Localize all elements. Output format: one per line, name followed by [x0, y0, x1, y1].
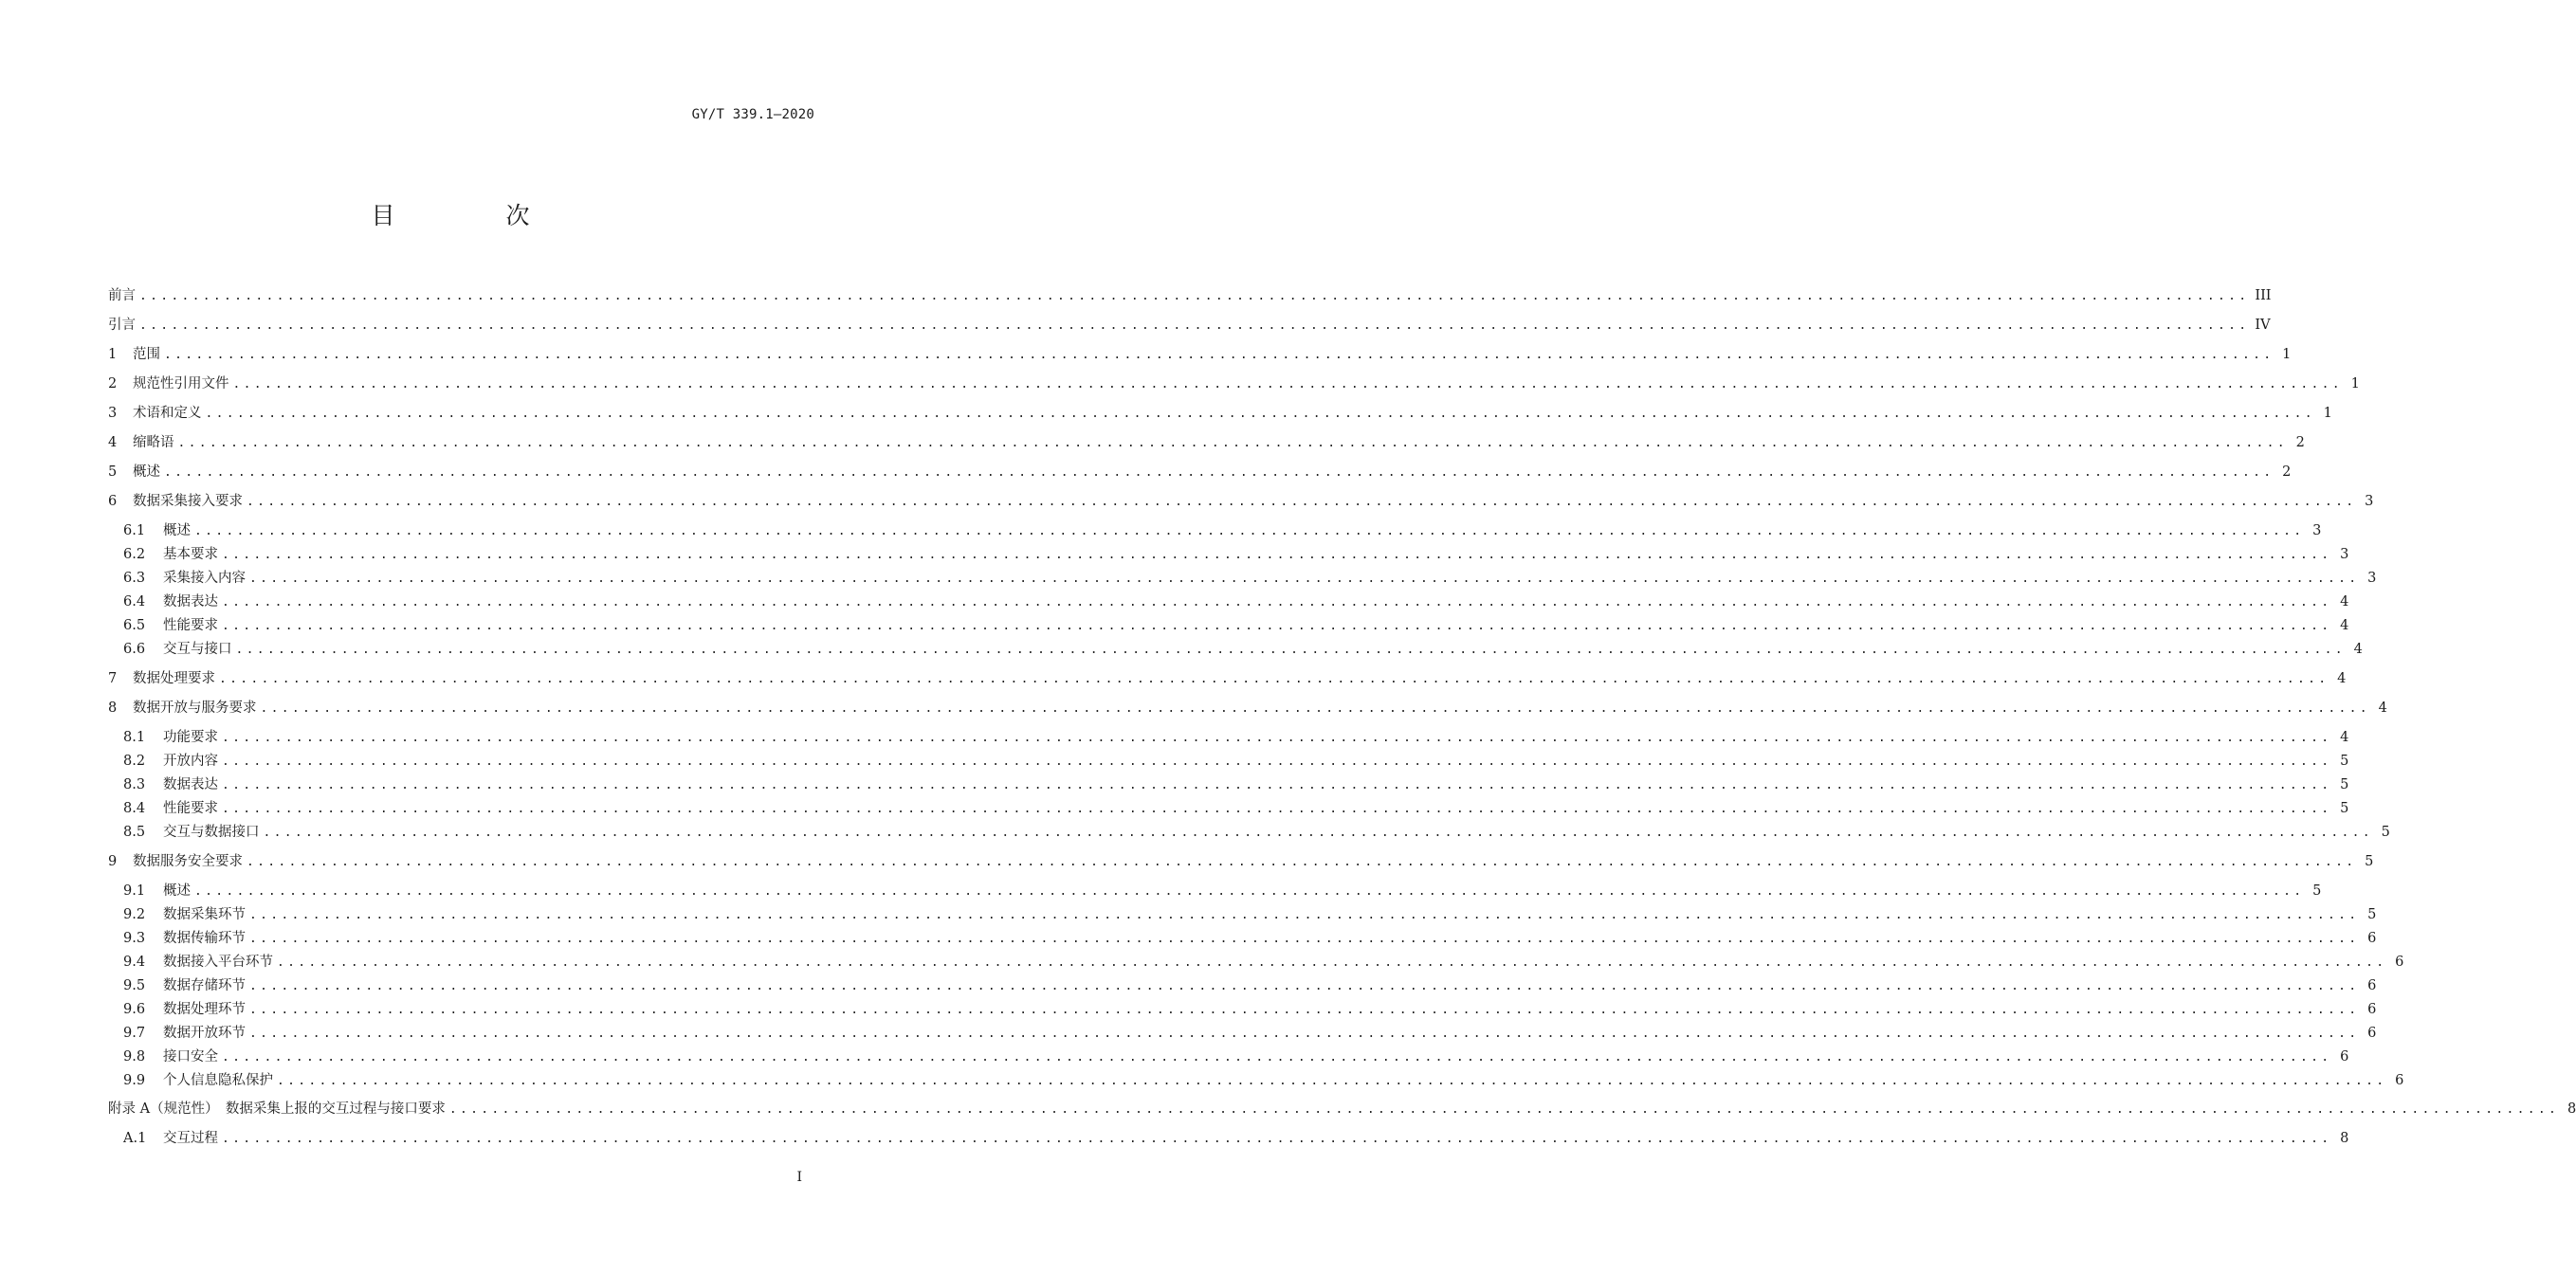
toc-entry-title: 概述 — [133, 464, 160, 480]
toc-entry[interactable] — [108, 881, 2322, 901]
toc-entry-number: 6.2 — [123, 547, 146, 562]
toc-entry[interactable] — [108, 1046, 2349, 1067]
toc-entry[interactable] — [108, 1070, 2404, 1091]
toc-entry-number: 9.4 — [123, 955, 146, 970]
toc-entry-page: 5 — [2340, 777, 2349, 792]
toc-entry-title: 基本要求 — [163, 547, 218, 562]
toc-entry[interactable] — [108, 798, 2349, 819]
toc-entry-page: 5 — [2340, 754, 2349, 769]
toc-entry-page: III — [2255, 288, 2272, 303]
toc-entry-page: IV — [2255, 318, 2271, 333]
toc-entry-page: 5 — [2340, 801, 2349, 816]
toc-entry[interactable] — [108, 403, 2332, 424]
toc-entry-page: 8 — [2340, 1131, 2349, 1146]
toc-entry[interactable] — [108, 568, 2377, 589]
toc-entry-page: 5 — [2312, 883, 2322, 899]
toc-entry-title: 概述 — [163, 883, 191, 899]
toc-dot-leader: ........................................................................................................................................................................................................ — [222, 778, 2332, 792]
toc-dot-leader: ........................................................................................................................................................................................................ — [249, 979, 2360, 993]
toc-entry-number: 6 — [108, 494, 118, 509]
toc-entry-title: 交互过程 — [163, 1131, 218, 1146]
toc-entry-title: 数据处理环节 — [163, 1002, 246, 1017]
toc-entry[interactable] — [108, 751, 2349, 772]
toc-entry-number: 6.3 — [123, 571, 146, 586]
toc-entry-page: 3 — [2367, 571, 2377, 586]
toc-entry[interactable] — [108, 592, 2349, 612]
toc-entry-number: 8.1 — [123, 730, 146, 745]
toc-entry-title: 数据采集环节 — [163, 907, 246, 922]
table-of-contents — [108, 0, 2576, 1274]
toc-entry-page: 4 — [2337, 671, 2347, 686]
toc-dot-leader: ........................................................................................................................................................................................................ — [263, 826, 2373, 840]
toc-entry-number: 9.1 — [123, 883, 146, 899]
toc-entry-number: 2 — [108, 376, 118, 391]
toc-entry-page: 4 — [2378, 701, 2387, 716]
toc-entry-number: 8.5 — [123, 825, 146, 840]
toc-entry-title: 数据表达 — [163, 777, 218, 792]
toc-entry-title: 数据采集接入要求 — [133, 494, 243, 509]
toc-entry[interactable] — [108, 1128, 2349, 1149]
toc-entry-title: 引言 — [108, 318, 136, 333]
toc-entry[interactable] — [108, 315, 2271, 336]
toc-entry-number: 9.5 — [123, 978, 146, 993]
toc-entry-number: 9.3 — [123, 931, 146, 946]
toc-entry[interactable] — [108, 285, 2272, 306]
toc-entry-title: 数据存储环节 — [163, 978, 246, 993]
toc-entry[interactable] — [108, 727, 2349, 748]
toc-entry[interactable] — [108, 520, 2322, 541]
toc-entry-number: 9.7 — [123, 1026, 146, 1041]
toc-entry-page: 1 — [2323, 406, 2332, 421]
page-title: 目 次 — [371, 202, 574, 229]
toc-entry-title: 性能要求 — [163, 801, 218, 816]
toc-entry[interactable] — [108, 904, 2377, 925]
toc-entry-number: 9.8 — [123, 1049, 146, 1065]
toc-entry-title: 接口安全 — [163, 1049, 218, 1065]
toc-dot-leader: ........................................................................................................................................................................................................ — [164, 465, 2275, 480]
toc-entry-title: 前言 — [108, 288, 136, 303]
toc-entry-number: 6.4 — [123, 594, 146, 610]
toc-entry-title: 交互与接口 — [163, 642, 232, 657]
toc-dot-leader: ........................................................................................................................................................................................................ — [247, 495, 2357, 509]
toc-entry-page: 6 — [2395, 955, 2404, 970]
toc-dot-leader: ........................................................................................................................................................................................................ — [249, 932, 2360, 946]
toc-entry-title: 数据开放与服务要求 — [133, 701, 257, 716]
toc-entry-number: 6.1 — [123, 523, 146, 538]
toc-entry[interactable] — [108, 462, 2292, 482]
toc-dot-leader: ........................................................................................................................................................................................................ — [277, 1074, 2387, 1088]
toc-entry-page: 1 — [2350, 376, 2360, 391]
toc-entry[interactable] — [108, 774, 2349, 795]
toc-entry[interactable] — [108, 668, 2347, 689]
toc-dot-leader: ........................................................................................................................................................................................................ — [164, 348, 2275, 362]
toc-entry-title: 功能要求 — [163, 730, 218, 745]
toc-entry-page: 6 — [2367, 978, 2377, 993]
toc-entry-page: 6 — [2367, 931, 2377, 946]
toc-entry-number: 9 — [108, 854, 118, 869]
toc-entry-title: 缩略语 — [133, 435, 174, 450]
toc-entry[interactable] — [108, 615, 2349, 636]
toc-entry-number: 9.2 — [123, 907, 146, 922]
toc-entry[interactable] — [108, 851, 2374, 872]
toc-dot-leader: ........................................................................................................................................................................................................ — [222, 755, 2332, 769]
toc-entry-title: 规范性引用文件 — [133, 376, 229, 391]
toc-dot-leader: ........................................................................................................................................................................................................ — [222, 548, 2332, 562]
toc-entry-page: 6 — [2367, 1002, 2377, 1017]
toc-entry[interactable] — [108, 639, 2363, 660]
toc-dot-leader: ........................................................................................................................................................................................................ — [194, 524, 2305, 538]
toc-dot-leader: ........................................................................................................................................................................................................ — [139, 289, 2250, 303]
footer-page-number: I — [796, 1170, 802, 1185]
toc-entry-number: A.1 — [123, 1131, 147, 1146]
toc-entry[interactable] — [108, 698, 2387, 719]
toc-entry-title: 概述 — [163, 523, 191, 538]
toc-entry[interactable] — [108, 432, 2305, 453]
toc-dot-leader: ........................................................................................................................................................................................................ — [222, 802, 2332, 816]
toc-entry-title: 数据表达 — [163, 594, 218, 610]
toc-entry[interactable] — [108, 928, 2377, 949]
toc-entry-page: 6 — [2340, 1049, 2349, 1065]
toc-entry-number: 8.3 — [123, 777, 146, 792]
toc-dot-leader: ........................................................................................................................................................................................................ — [249, 908, 2360, 922]
toc-dot-leader: ........................................................................................................................................................................................................ — [222, 1132, 2332, 1146]
toc-entry-number: 8 — [108, 701, 118, 716]
toc-dot-leader: ........................................................................................................................................................................................................ — [249, 1027, 2360, 1041]
toc-entry-number: 6.5 — [123, 618, 146, 633]
toc-entry-title: 术语和定义 — [133, 406, 202, 421]
toc-entry-page: 5 — [2381, 825, 2390, 840]
toc-entry[interactable] — [108, 999, 2377, 1020]
toc-entry-title: 范围 — [133, 347, 160, 362]
toc-dot-leader: ........................................................................................................................................................................................................ — [235, 643, 2346, 657]
toc-entry-page: 6 — [2367, 1026, 2377, 1041]
toc-entry-title: 数据接入平台环节 — [163, 955, 273, 970]
toc-entry-page: 8 — [2567, 1101, 2576, 1117]
toc-entry-number: 4 — [108, 435, 118, 450]
toc-entry[interactable] — [108, 975, 2377, 996]
toc-entry-title: 数据服务安全要求 — [133, 854, 243, 869]
toc-dot-leader: ........................................................................................................................................................................................................ — [247, 855, 2357, 869]
toc-dot-leader: ........................................................................................................................................................................................................ — [194, 884, 2305, 899]
toc-entry-page: 5 — [2367, 907, 2377, 922]
toc-dot-leader: ........................................................................................................................................................................................................ — [277, 956, 2387, 970]
toc-entry-number: 1 — [108, 347, 118, 362]
toc-entry-page: 6 — [2395, 1073, 2404, 1088]
toc-entry-page: 4 — [2340, 730, 2349, 745]
toc-entry-page: 3 — [2340, 547, 2349, 562]
toc-entry-title: 附录 A（规范性） 数据采集上报的交互过程与接口要求 — [108, 1101, 446, 1117]
toc-entry-page: 5 — [2365, 854, 2374, 869]
toc-entry[interactable] — [108, 1099, 2576, 1119]
toc-entry-title: 数据处理要求 — [133, 671, 215, 686]
toc-entry[interactable] — [108, 544, 2349, 565]
toc-entry-title: 性能要求 — [163, 618, 218, 633]
toc-entry-title: 采集接入内容 — [163, 571, 246, 586]
toc-entry-page: 3 — [2365, 494, 2374, 509]
toc-entry-number: 5 — [108, 464, 118, 480]
toc-entry-page: 4 — [2340, 618, 2349, 633]
toc-dot-leader: ........................................................................................................................................................................................................ — [139, 318, 2250, 333]
toc-entry-title: 交互与数据接口 — [163, 825, 260, 840]
toc-entry-page: 3 — [2312, 523, 2322, 538]
toc-entry[interactable] — [108, 952, 2404, 973]
toc-dot-leader: ........................................................................................................................................................................................................ — [249, 572, 2360, 586]
toc-entry-page: 2 — [2295, 435, 2305, 450]
toc-entry-number: 9.9 — [123, 1073, 146, 1088]
toc-entry-number: 8.4 — [123, 801, 146, 816]
toc-dot-leader: ........................................................................................................................................................................................................ — [222, 731, 2332, 745]
toc-dot-leader: ........................................................................................................................................................................................................ — [249, 1003, 2360, 1017]
toc-dot-leader: ........................................................................................................................................................................................................ — [222, 1050, 2332, 1065]
toc-entry[interactable] — [108, 822, 2390, 843]
standard-code: GY/T 339.1—2020 — [691, 107, 814, 122]
toc-entry-number: 9.6 — [123, 1002, 146, 1017]
toc-entry-number: 7 — [108, 671, 118, 686]
toc-entry[interactable] — [108, 373, 2360, 394]
toc-entry-title: 数据开放环节 — [163, 1026, 246, 1041]
toc-entry-title: 数据传输环节 — [163, 931, 246, 946]
toc-entry[interactable] — [108, 1023, 2377, 1044]
toc-entry-page: 1 — [2282, 347, 2292, 362]
toc-dot-leader: ........................................................................................................................................................................................................ — [232, 377, 2343, 391]
toc-dot-leader: ........................................................................................................................................................................................................ — [222, 595, 2332, 610]
toc-dot-leader: ........................................................................................................................................................................................................ — [260, 701, 2370, 716]
toc-entry[interactable] — [108, 344, 2292, 365]
toc-entry-number: 6.6 — [123, 642, 146, 657]
toc-entry-title: 开放内容 — [163, 754, 218, 769]
toc-entry-page: 2 — [2282, 464, 2292, 480]
toc-dot-leader: ........................................................................................................................................................................................................ — [177, 436, 2288, 450]
toc-entry[interactable] — [108, 491, 2374, 512]
toc-dot-leader: ........................................................................................................................................................................................................ — [205, 407, 2315, 421]
toc-entry-title: 个人信息隐私保护 — [163, 1073, 273, 1088]
toc-entry-page: 4 — [2353, 642, 2363, 657]
toc-dot-leader: ........................................................................................................................................................................................................ — [219, 672, 2329, 686]
toc-dot-leader: ........................................................................................................................................................................................................ — [222, 619, 2332, 633]
toc-dot-leader: ........................................................................................................................................................................................................ — [448, 1102, 2560, 1117]
toc-entry-number: 3 — [108, 406, 118, 421]
toc-entry-page: 4 — [2340, 594, 2349, 610]
toc-entry-number: 8.2 — [123, 754, 146, 769]
